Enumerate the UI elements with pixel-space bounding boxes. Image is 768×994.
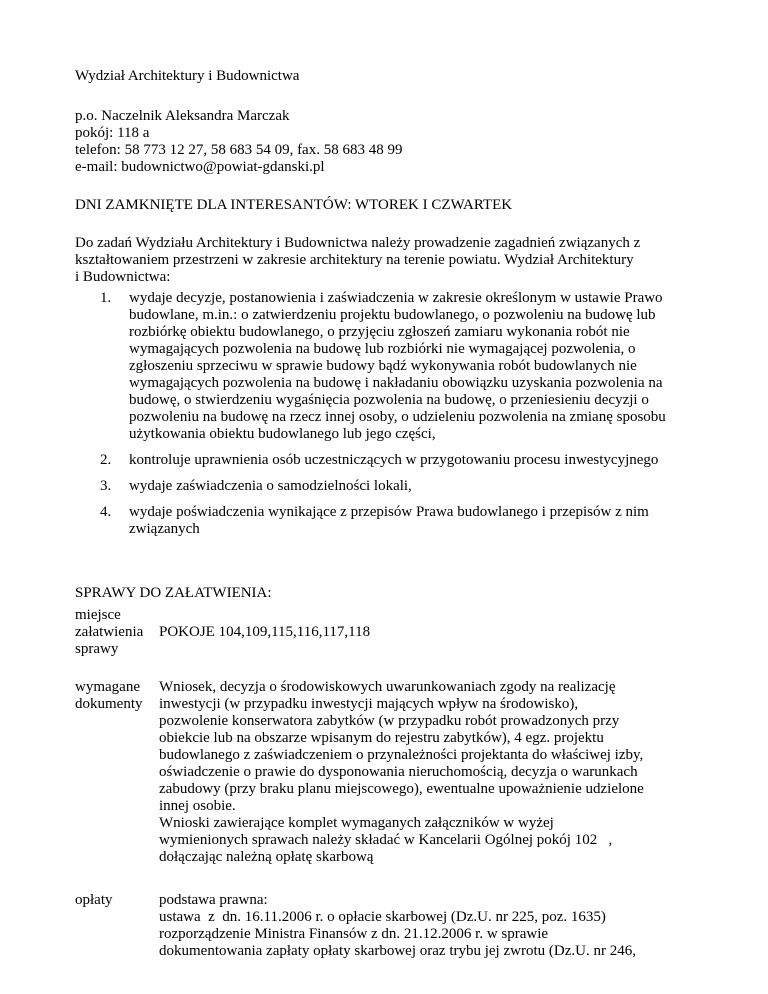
task-line: wymagających pozwolenia na budowę i nakładaniu obowiązku uzyskania pozwolenia na [129, 375, 663, 391]
task-line: rozbiórkę obiektu budowlanego, o przyjęciu zgłoszeń zamiaru wykonania robót nie [129, 324, 630, 340]
task-line: wydaje zaświadczenia o samodzielności lokali, [129, 478, 412, 494]
label-line: wymagane [75, 679, 140, 695]
task-item [75, 478, 695, 495]
documents-line: oświadczenie o prawie do dysponowania nieruchomością, decyzja o warunkach [159, 764, 638, 780]
task-item [75, 452, 695, 469]
email-address: e-mail: budownictwo@powiat-gdanski.pl [75, 159, 325, 175]
place-label [75, 607, 159, 658]
room-number: pokój: 118 a [75, 125, 150, 141]
documents-line: obiekcie lub na obszarze wpisanym do rejestru zabytków), 4 egz. projektu [159, 730, 604, 746]
label-line: sprawy [75, 641, 119, 657]
fees-value [159, 892, 695, 960]
rooms-list: POKOJE 104,109,115,116,117,118 [159, 624, 371, 640]
closed-days-notice: DNI ZAMKNIĘTE DLA INTERESANTÓW: WTOREK I CZWARTEK [75, 197, 513, 213]
documents-line: innej osobie. [159, 798, 236, 814]
intro-line: Do zadań Wydziału Architektury i Budownictwa należy prowadzenie zagadnień związanych z [75, 235, 641, 251]
documents-line: Wniosek, decyzja o środowiskowych uwarunkowaniach zgody na realizację [159, 679, 616, 695]
task-line: wydaje decyzje, postanowienia i zaświadczenia w zakresie określonym w ustawie Prawo [129, 290, 663, 306]
intro-paragraph [75, 235, 695, 286]
intro-line: i Budownictwa: [75, 269, 171, 285]
label-line: miejsce [75, 607, 121, 623]
task-line: zgłoszeniu sprzeciwu w sprawie budowy bądź wykonywania robót budowlanych nie [129, 358, 637, 374]
documents-row [75, 679, 695, 866]
phone-numbers: telefon: 58 773 12 27, 58 683 54 09, fax. 58 683 48 99 [75, 142, 403, 158]
fees-label [75, 892, 159, 960]
documents-line: zabudowy (przy braku planu miejscowego), ewentualne upoważnienie udzielone [159, 781, 644, 797]
department-head: p.o. Naczelnik Aleksandra Marczak [75, 108, 290, 124]
documents-line: dołączając należną opłatę skarbową [159, 849, 374, 865]
task-number: 1. [100, 290, 112, 306]
task-line: wymagających pozwolenia na budowę lub rozbiórki nie wymagającej pozwolenia, o [129, 341, 636, 357]
task-line: pozwoleniu na budowę na rzecz innej osoby, o udzieleniu pozwolenia na zmianę sposobu [129, 409, 666, 425]
fees-row [75, 892, 695, 960]
fees-line: podstawa prawna: [159, 892, 268, 908]
fees-line: rozporządzenie Ministra Finansów z dn. 21.12.2006 r. w sprawie [159, 926, 549, 942]
label-line: dokumenty [75, 696, 143, 712]
task-line: użytkowania obiektu budowlanego lub jego części, [129, 426, 436, 442]
task-item [75, 504, 695, 538]
label-line: załatwienia [75, 624, 144, 640]
task-number: 4. [100, 504, 112, 520]
documents-line: budowlanego z zaświadczeniem o przynależności projektanta do właściwej izby, [159, 747, 644, 763]
task-number: 3. [100, 478, 112, 494]
documents-line: Wnioski zawierające komplet wymaganych załączników w wyżej [159, 815, 554, 831]
contact-block [75, 108, 695, 176]
intro-line: kształtowaniem przestrzeni w zakresie architektury na terenie powiatu. Wydział Architektury [75, 252, 634, 268]
label-line: opłaty [75, 892, 113, 908]
task-list [75, 290, 695, 538]
place-row [75, 607, 695, 658]
task-number: 2. [100, 452, 112, 468]
task-item [75, 290, 695, 443]
document-page [75, 68, 695, 960]
fees-line: dokumentowania zapłaty opłaty skarbowej oraz trybu jej zwrotu (Dz.U. nr 246, [159, 943, 636, 959]
task-line: kontroluje uprawnienia osób uczestniczących w przygotowaniu procesu inwestycyjnego [129, 452, 659, 468]
documents-line: wymienionych sprawach należy składać w Kancelarii Ogólnej pokój 102 , [159, 832, 613, 848]
task-line: budowę, o stwierdzeniu wygaśnięcia pozwolenia na budowę, o przeniesieniu decyzji o [129, 392, 649, 408]
matters-title: SPRAWY DO ZAŁATWIENIA: [75, 585, 272, 601]
task-line: związanych [129, 521, 200, 537]
place-value [159, 607, 695, 658]
documents-line: inwestycji (w przypadku inwestycji mających wpływ na środowisko), [159, 696, 579, 712]
task-line: budowlane, m.in.: o zatwierdzeniu projektu budowlanego, o pozwoleniu na budowę lub [129, 307, 656, 323]
fees-line: ustawa z dn. 16.11.2006 r. o opłacie skarbowej (Dz.U. nr 225, poz. 1635) [159, 909, 606, 925]
documents-line: pozwolenie konserwatora zabytków (w przypadku robót prowadzonych przy [159, 713, 620, 729]
documents-value [159, 679, 695, 866]
task-line: wydaje poświadczenia wynikające z przepisów Prawa budowlanego i przepisów z nim [129, 504, 649, 520]
department-title: Wydział Architektury i Budownictwa [75, 68, 300, 84]
documents-label [75, 679, 159, 866]
